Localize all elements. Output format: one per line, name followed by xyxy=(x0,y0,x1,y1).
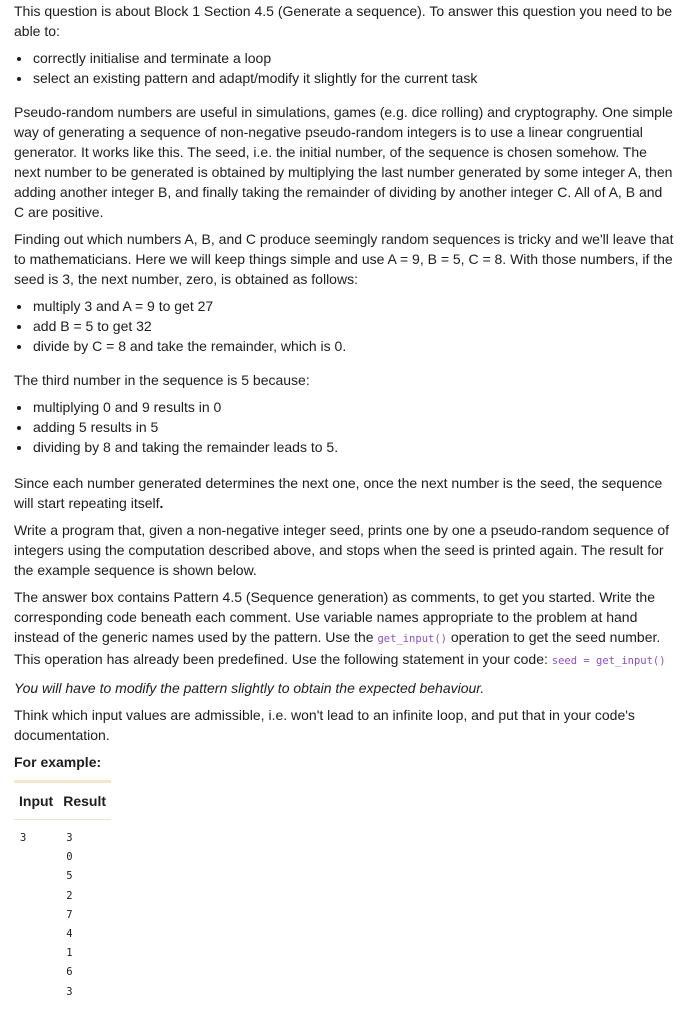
result-line: 3 xyxy=(66,832,73,844)
paragraph-task: Write a program that, given a non-negative integer seed, prints one by one a pseudo-random sequence of integers using the computation described above, and stops when the seed is printed again. The result for the example sequence is shown below. xyxy=(14,522,670,578)
intro-bullet: • select an existing pattern and adapt/modify it slightly for the current task xyxy=(32,68,675,88)
example-table xyxy=(14,780,111,1002)
get-input-code: get_input() xyxy=(377,633,447,645)
third-number-step: • adding 5 results in 5 xyxy=(32,417,675,437)
result-line: 0 xyxy=(66,851,73,864)
result-line: 7 xyxy=(66,908,73,921)
table-row xyxy=(14,820,111,1002)
paragraph-constants: Finding out which numbers A, B, and C produce seemingly random sequences is tricky and we'll leave that to mathematicians. Here we will keep things simple and use A = 9, B = 5, C = 8. With those numbers, if the seed is 3, the next number, zero, is obtained as follows: xyxy=(14,231,674,287)
result-cell xyxy=(58,820,111,1002)
result-line: 3 xyxy=(66,985,73,998)
paragraph-third-number: The third number in the sequence is 5 because: xyxy=(14,372,310,388)
example-step: • divide by C = 8 and take the remainder, which is 0. xyxy=(32,336,675,356)
result-column-header: Result xyxy=(58,782,111,820)
third-number-step: • dividing by 8 and taking the remainder leads to 5. xyxy=(32,437,675,457)
result-line: 5 xyxy=(66,870,73,883)
paragraph-admissible: Think which input values are admissible, i.e. won't lead to an infinite loop, and put that in your code's documentation. xyxy=(14,707,635,743)
input-cell: 3 xyxy=(20,832,27,844)
example-heading: For example: xyxy=(14,754,102,770)
third-number-step: • multiplying 0 and 9 results in 0 xyxy=(32,397,675,417)
example-step: • add B = 5 to get 32 xyxy=(32,316,675,336)
paragraph-lcg: Pseudo-random numbers are useful in simulations, games (e.g. dice rolling) and cryptography. One simple way of generating a sequence of non-negative pseudo-random integers is to use a linear congruential generator. It works like this. The seed, i.e. the initial number, of the sequence is chosen somehow. The next number to be generated is obtained by multiplying the last number generated by some integer A, then adding another integer B, and finally taking the remainder of dividing by another integer C. All of A, B and C are positive. xyxy=(14,104,673,220)
result-line: 4 xyxy=(66,928,73,941)
result-line: 1 xyxy=(66,947,73,960)
input-column-header: Input xyxy=(14,782,58,820)
third-number-steps-list xyxy=(14,397,675,457)
seed-statement-code: seed = get_input() xyxy=(551,655,666,667)
paragraph-answer-box: The answer box contains Pattern 4.5 (Sequence generation) as comments, to get you started. Write the corresponding code beneath each comment. Use variable names appropriate to the problem at hand instead of the generic names used by the pattern. Use the get_input() operation to get the seed number. This operation has already been predefined. Use the following statement in your code: seed = get_input() xyxy=(14,589,666,667)
intro-bullets xyxy=(14,48,675,88)
paragraph-repeating: Since each number generated determines the next one, once the next number is the seed, the sequence will start repeating itself. xyxy=(14,475,663,511)
result-line: 6 xyxy=(66,966,73,979)
example-steps-list xyxy=(14,296,675,356)
paragraph-modify-note: You will have to modify the pattern slightly to obtain the expected behaviour. xyxy=(14,680,485,696)
result-line: 2 xyxy=(66,889,73,902)
example-step: • multiply 3 and A = 9 to get 27 xyxy=(32,296,675,316)
intro-bullet: • correctly initialise and terminate a loop xyxy=(32,48,675,68)
intro-text: This question is about Block 1 Section 4.5 (Generate a sequence). To answer this question you need to be able to: xyxy=(14,3,673,39)
